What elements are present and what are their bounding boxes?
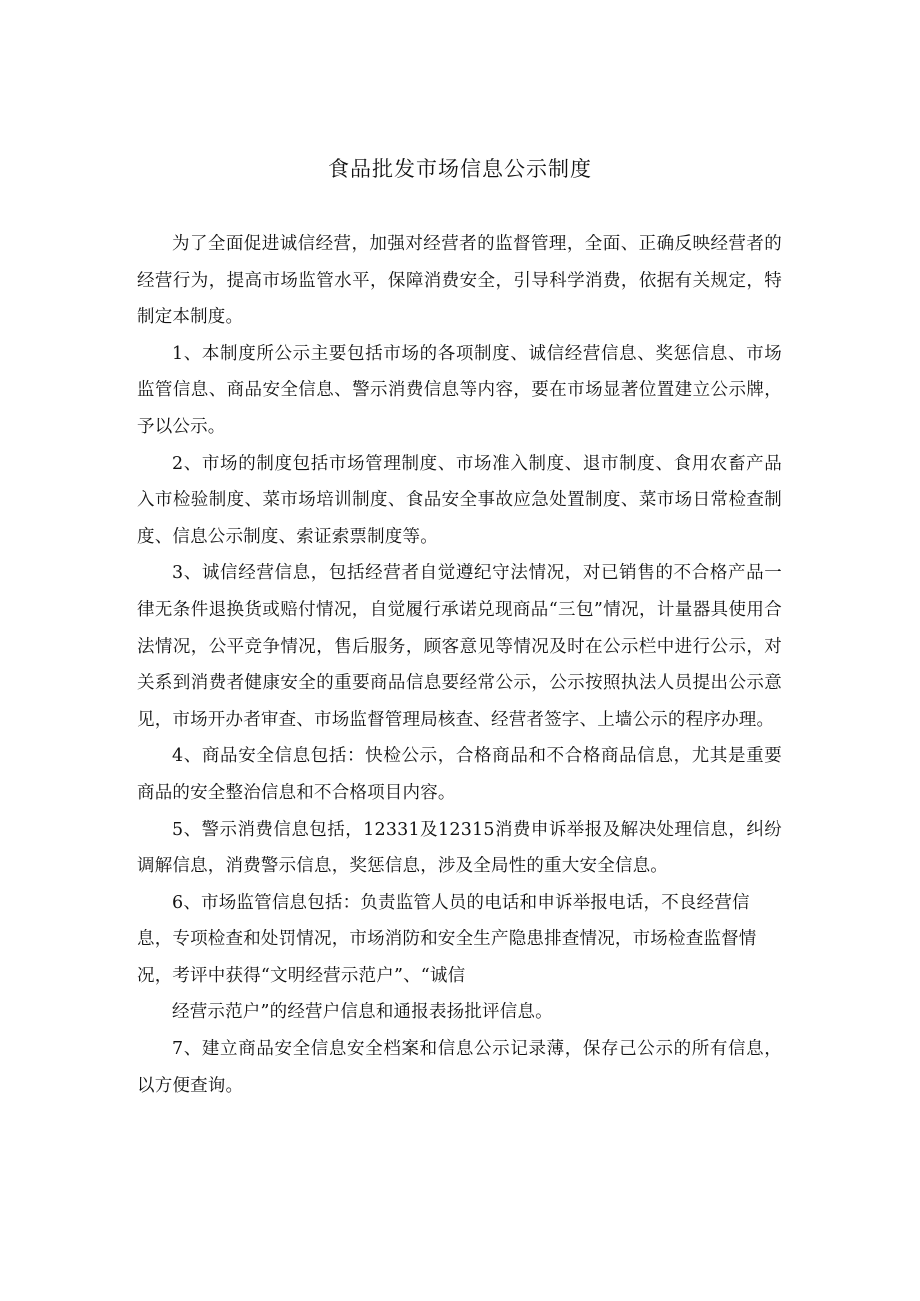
document-body [137,226,782,1104]
paragraph-item-1: 1、本制度所公示主要包括市场的各项制度、诚信经营信息、奖惩信息、市场监管信息、商品安全信息、警示消费信息等内容，要在市场显著位置建立公示牌，予以公示。 [137,343,782,437]
document-title: 食品批发市场信息公示制度 [328,157,592,181]
paragraph-item-7: 7、建立商品安全信息安全档案和信息公示记录薄，保存己公示的所有信息，以方便查询。 [137,1039,782,1096]
paragraph-item-2: 2、市场的制度包括市场管理制度、市场准入制度、退市制度、食用农畜产品入市检验制度、菜市场培训制度、食品安全事故应急处置制度、菜市场日常检查制度、信息公示制度、索证索票制度等。 [137,453,782,547]
paragraph-item-4: 4、商品安全信息包括：快检公示，合格商品和不合格商品信息，尤其是重要商品的安全整治信息和不合格项目内容。 [137,746,782,803]
paragraph-item-6: 6、市场监管信息包括：负责监管人员的电话和申诉举报电话，不良经营信息，专项检查和处罚情况，市场消防和安全生产隐患排查情况，市场检查监督情况，考评中获得“文明经营示范户”、“诚信 [137,892,757,986]
paragraph-item-3: 3、诚信经营信息，包括经营者自觉遵纪守法情况，对已销售的不合格产品一律无条件退换货或赔付情况，自觉履行承诺兑现商品“三包”情况，计量器具使用合法情况，公平竞争情况，售后服务，顾客意见等情况及时在公示栏中进行公示，对关系到消费者健康安全的重要商品信息要经常公示，公示按照执法人员提出公示意见，市场开办者审查、市场监督管理局核查、经营者签字、上墙公示的程序办理。 [137,563,782,730]
paragraph-item-5: 5、警示消费信息包括，12331及12315消费申诉举报及解决处理信息，纠纷调解信息，消费警示信息，奖惩信息，涉及全局性的重大安全信息。 [137,819,782,877]
paragraph-item-6-continuation: 经营示范户”的经营户信息和通报表扬批评信息。 [172,1002,553,1023]
paragraph-intro: 为了全面促进诚信经营，加强对经营者的监督管理，全面、正确反映经营者的经营行为，提高市场监管水平，保障消费安全，引导科学消费，依据有关规定，特制定本制度。 [137,234,782,328]
